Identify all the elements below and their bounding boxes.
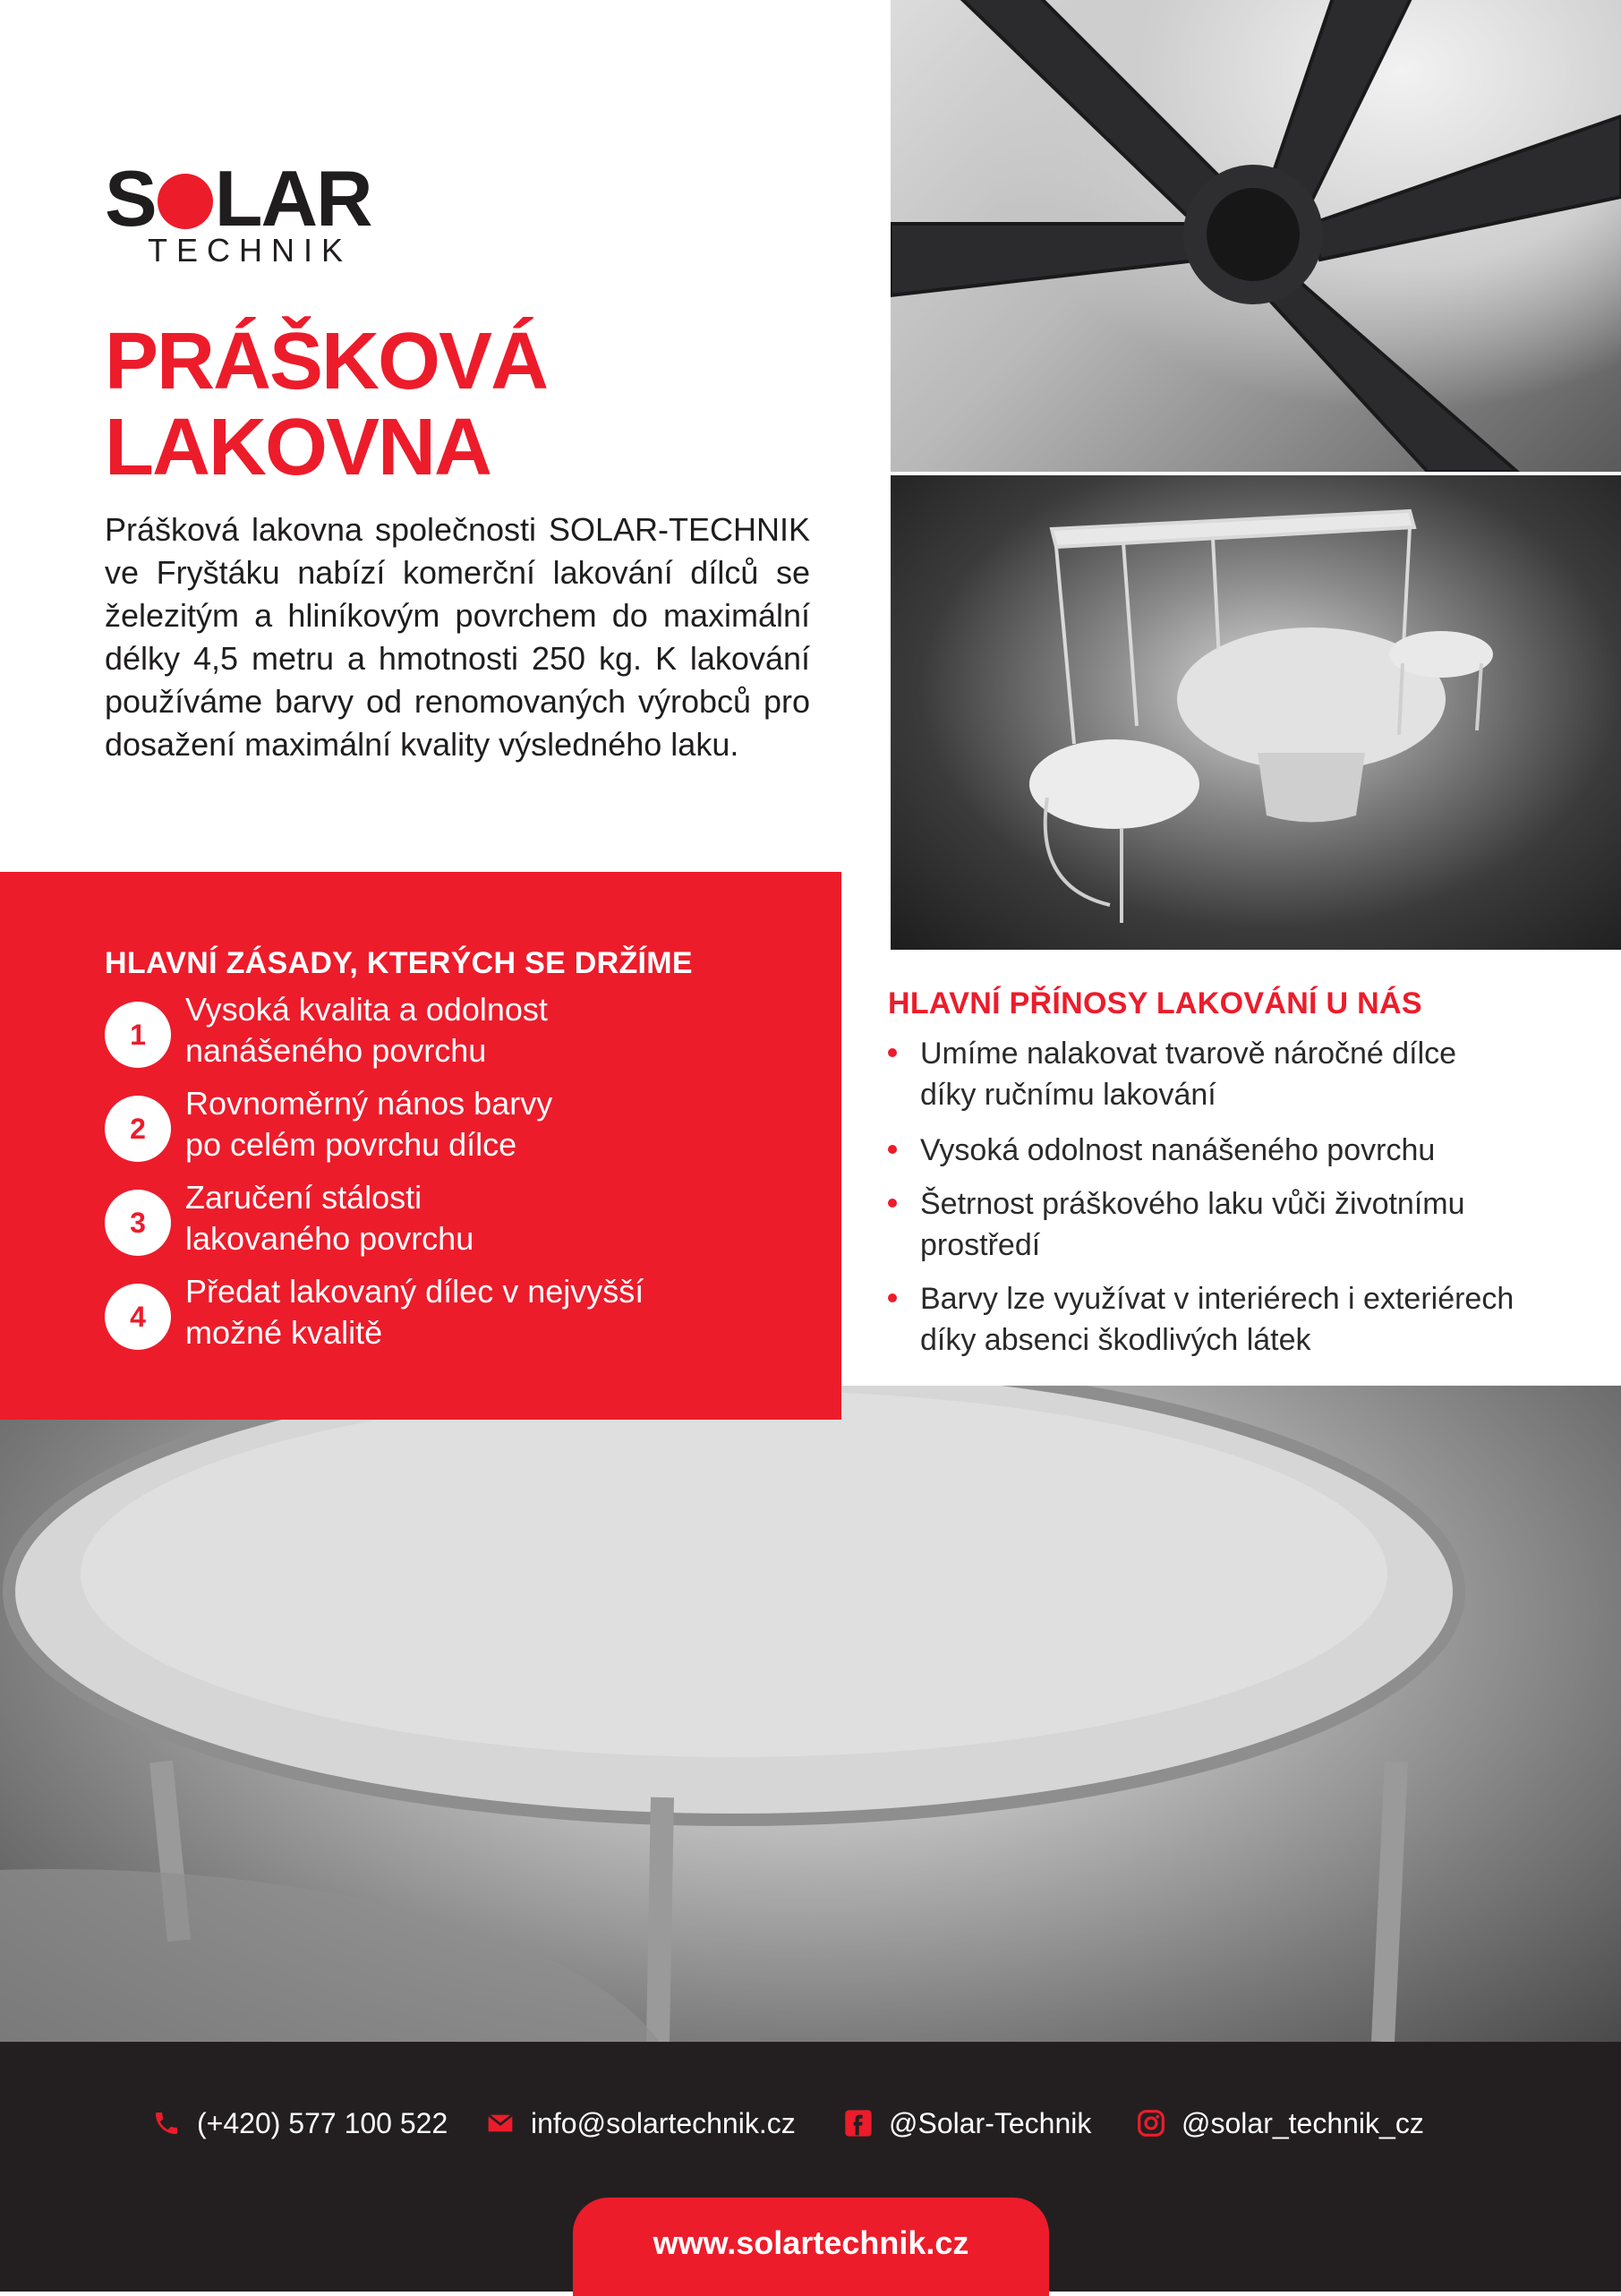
benefit-item: [888, 1130, 1586, 1171]
page-title: PRÁŠKOVÁ LAKOVNA: [105, 317, 548, 492]
principle-item: [105, 1179, 821, 1272]
principle-text: Rovnoměrný nános barvy po celém povrchu dílce: [185, 1085, 553, 1163]
bullet-dot: [888, 1293, 897, 1302]
phone-icon: [152, 2109, 181, 2138]
principle-number-badge: 3: [105, 1190, 171, 1256]
bullet-dot: [888, 1145, 897, 1154]
benefit-item: [888, 1278, 1586, 1361]
facebook-text: @Solar-Technik: [889, 2106, 1092, 2139]
email-link[interactable]: [486, 2101, 796, 2146]
logo-wordmark: S LAR: [105, 154, 371, 243]
principle-text: Vysoká kvalita a odolnost nanášeného povrchu: [185, 991, 548, 1069]
website-button[interactable]: [573, 2198, 1049, 2296]
facebook-icon: [844, 2109, 873, 2138]
chair-base-photo: [891, 0, 1621, 472]
bullet-dot: [888, 1048, 897, 1057]
company-logo: [105, 154, 409, 269]
intro-paragraph: Prášková lakovna společnosti SOLAR-TECHNIK ve Fryštáku nabízí komerční lakování dílců se železitým a hliníkovým povrchem do maximální délky 4,5 metru a hmotnosti 250 kg. K lakování používáme barvy od renomovaných výrobců pro dosažení maximální kvality výsledného laku.: [105, 511, 810, 763]
principle-item: [105, 1085, 821, 1178]
principle-number-badge: 1: [105, 1002, 171, 1068]
principle-number-badge: 2: [105, 1096, 171, 1162]
benefit-text: Šetrnost práškového laku vůči životnímu prostředí: [920, 1187, 1465, 1262]
benefit-item: [888, 1183, 1586, 1266]
principles-heading: HLAVNÍ ZÁSADY, KTERÝCH SE DRŽÍME: [105, 946, 693, 980]
benefits-heading: HLAVNÍ PŘÍNOSY LAKOVÁNÍ U NÁS: [888, 986, 1422, 1020]
logo-subtitle: TECHNIK: [148, 232, 353, 269]
email-text: info@solartechnik.cz: [531, 2106, 796, 2139]
principle-item: [105, 991, 821, 1084]
facebook-link[interactable]: [844, 2101, 1091, 2146]
benefit-text: Vysoká odolnost nanášeného povrchu: [920, 1133, 1436, 1167]
principle-item: [105, 1273, 821, 1366]
principle-text: Předat lakovaný dílec v nejvyšší možné kvalitě: [185, 1273, 644, 1351]
phone-link[interactable]: [152, 2101, 448, 2146]
principle-number-badge: 4: [105, 1284, 171, 1350]
envelope-icon: [486, 2109, 515, 2138]
round-table-closeup-photo: [0, 1386, 1621, 2042]
benefit-text: Umíme nalakovat tvarově náročné dílce díky ručnímu lakování: [920, 1037, 1457, 1112]
logo-sun-dot: [158, 174, 213, 229]
bullet-dot: [888, 1199, 897, 1208]
side-tables-photo: [891, 475, 1621, 950]
instagram-link[interactable]: [1137, 2101, 1424, 2146]
website-url: www.solartechnik.cz: [653, 2224, 969, 2261]
phone-text: (+420) 577 100 522: [197, 2106, 448, 2139]
benefit-text: Barvy lze využívat v interiérech i exteriérech díky absenci škodlivých látek: [920, 1282, 1514, 1357]
instagram-text: @solar_technik_cz: [1182, 2106, 1424, 2139]
benefit-item: [888, 1033, 1586, 1115]
principle-text: Zaručení stálosti lakovaného povrchu: [185, 1179, 474, 1257]
instagram-icon: [1137, 2109, 1165, 2138]
